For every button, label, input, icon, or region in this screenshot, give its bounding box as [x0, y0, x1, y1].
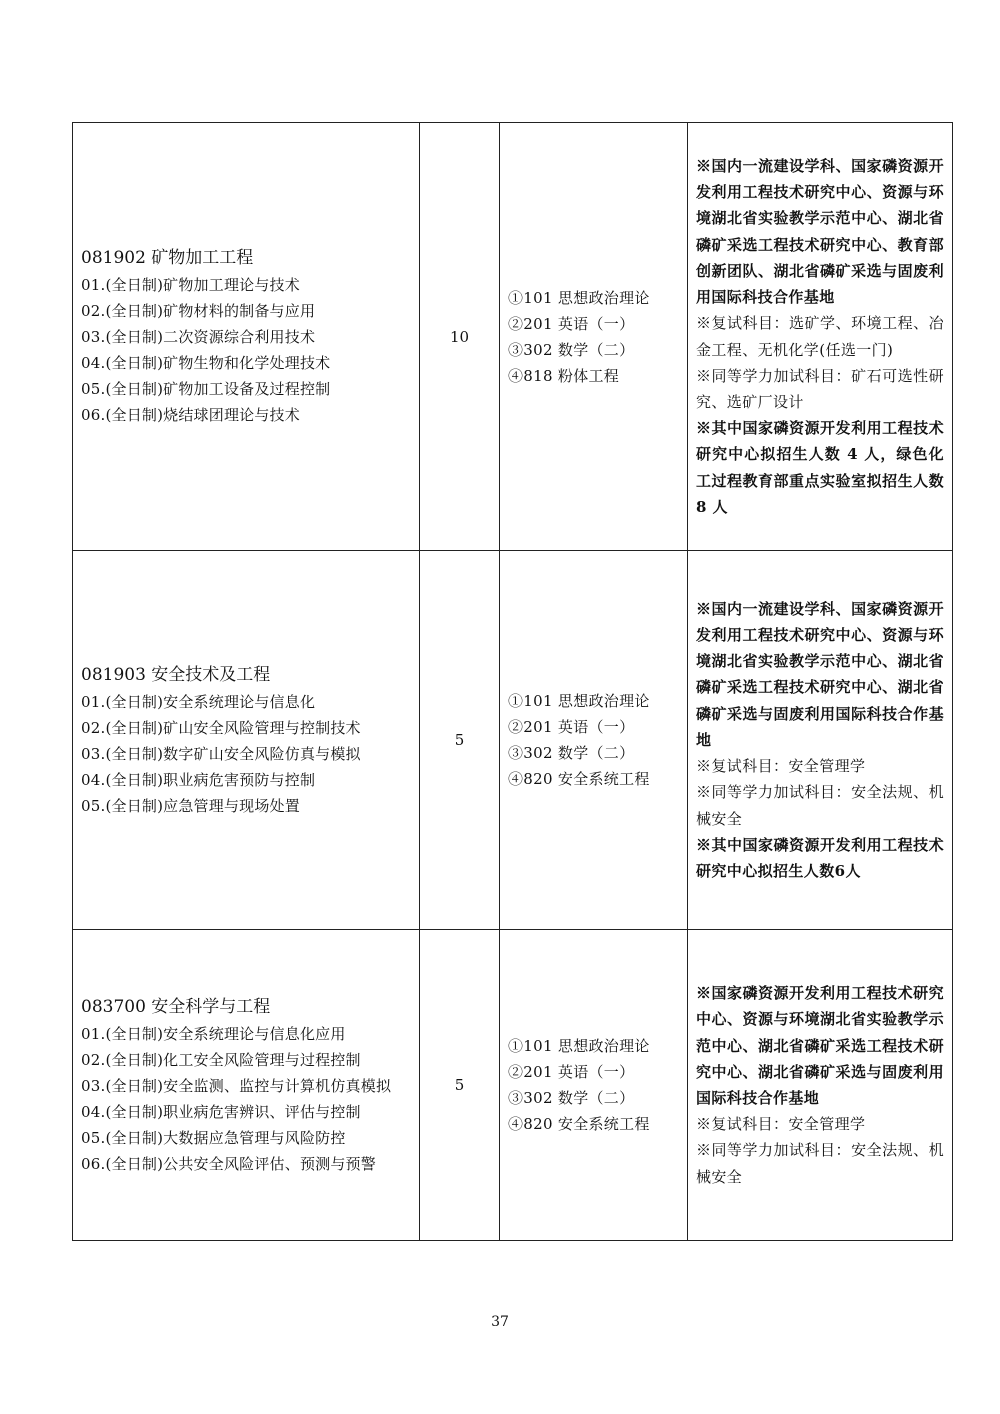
- exam-subject: ④820 安全系统工程: [508, 770, 650, 788]
- enrollment-quota: 10: [420, 123, 500, 551]
- program-table: [72, 122, 953, 1241]
- research-direction: 01.(全日制)矿物加工理论与技术: [81, 276, 300, 294]
- note: ※复试科目：安全管理学: [696, 1115, 866, 1134]
- research-direction: 02.(全日制)矿物材料的制备与应用: [81, 302, 316, 320]
- page-number: 37: [491, 1314, 509, 1330]
- note: ※复试科目：安全管理学: [696, 757, 866, 776]
- note: ※其中国家磷资源开发利用工程技术研究中心拟招生人数6人: [696, 835, 944, 880]
- note: ※复试科目：选矿学、环境工程、冶金工程、无机化学(任选一门): [696, 314, 944, 359]
- research-direction: 06.(全日制)公共安全风险评估、预测与预警: [81, 1154, 376, 1173]
- research-direction: 04.(全日制)职业病危害预防与控制: [81, 770, 316, 789]
- research-direction: 02.(全日制)化工安全风险管理与过程控制: [81, 1050, 361, 1069]
- note: ※国家磷资源开发利用工程技术研究中心、资源与环境湖北省实验教学示范中心、湖北省磷矿采选工程技术研究中心、湖北省磷矿采选与固废利用国际科技合作基地: [696, 984, 944, 1107]
- research-direction: 01.(全日制)安全系统理论与信息化应用: [81, 1024, 346, 1043]
- note: ※同等学力加试科目：安全法规、机械安全: [696, 1141, 944, 1186]
- exam-subject: ①101 思想政治理论: [508, 288, 650, 307]
- exam-subject: ④818 粉体工程: [508, 366, 620, 385]
- exam-subjects-cell: [500, 123, 688, 551]
- note: ※国内一流建设学科、国家磷资源开发利用工程技术研究中心、资源与环境湖北省实验教学示范中心、湖北省磷矿采选工程技术研究中心、教育部创新团队、湖北省磷矿采选与固废利用国际科技合作基地: [696, 157, 944, 307]
- research-direction: 03.(全日制)安全监测、监控与计算机仿真模拟: [81, 1076, 392, 1095]
- exam-subjects-cell: [500, 930, 688, 1241]
- major-cell: [73, 930, 420, 1241]
- table-row: [73, 123, 953, 551]
- research-direction: 06.(全日制)烧结球团理论与技术: [81, 406, 300, 424]
- exam-subject: ①101 思想政治理论: [508, 1037, 650, 1055]
- table-row: [73, 930, 953, 1241]
- research-direction: 05.(全日制)矿物加工设备及过程控制: [81, 380, 331, 398]
- research-direction: 04.(全日制)矿物生物和化学处理技术: [81, 354, 331, 372]
- enrollment-quota: 5: [420, 551, 500, 930]
- research-direction: 02.(全日制)矿山安全风险管理与控制技术: [81, 718, 361, 737]
- research-direction: 03.(全日制)二次资源综合利用技术: [81, 328, 316, 346]
- major-title: 081902 矿物加工工程: [81, 248, 254, 268]
- notes-cell: [688, 551, 953, 930]
- exam-subject: ③302 数学（二）: [508, 1089, 635, 1107]
- exam-subject: ③302 数学（二）: [508, 744, 635, 762]
- notes-cell: [688, 123, 953, 551]
- exam-subject: ①101 思想政治理论: [508, 692, 650, 710]
- exam-subject: ②201 英语（一）: [508, 718, 635, 736]
- enrollment-quota: 5: [420, 930, 500, 1241]
- research-direction: 01.(全日制)安全系统理论与信息化: [81, 692, 316, 711]
- research-direction: 03.(全日制)数字矿山安全风险仿真与模拟: [81, 744, 361, 763]
- major-cell: [73, 123, 420, 551]
- research-direction: 04.(全日制)职业病危害辨识、评估与控制: [81, 1102, 361, 1121]
- exam-subject: ②201 英语（一）: [508, 1063, 635, 1081]
- note: ※同等学力加试科目：矿石可选性研究、选矿厂设计: [696, 366, 944, 411]
- exam-subject: ③302 数学（二）: [508, 340, 635, 359]
- note: ※同等学力加试科目：安全法规、机械安全: [696, 783, 944, 828]
- exam-subject: ④820 安全系统工程: [508, 1115, 650, 1133]
- research-direction: 05.(全日制)应急管理与现场处置: [81, 796, 300, 815]
- major-cell: [73, 551, 420, 930]
- note: ※其中国家磷资源开发利用工程技术研究中心拟招生人数 4 人，绿色化工过程教育部重点实验室拟招生人数 8 人: [696, 419, 944, 516]
- research-direction: 05.(全日制)大数据应急管理与风险防控: [81, 1128, 346, 1147]
- table-row: [73, 551, 953, 930]
- note: ※国内一流建设学科、国家磷资源开发利用工程技术研究中心、资源与环境湖北省实验教学示范中心、湖北省磷矿采选工程技术研究中心、湖北省磷矿采选与固废利用国际科技合作基地: [696, 599, 944, 749]
- major-title: 083700 安全科学与工程: [81, 996, 271, 1017]
- major-title: 081903 安全技术及工程: [81, 664, 271, 685]
- exam-subjects-cell: [500, 551, 688, 930]
- exam-subject: ②201 英语（一）: [508, 314, 635, 333]
- notes-cell: [688, 930, 953, 1241]
